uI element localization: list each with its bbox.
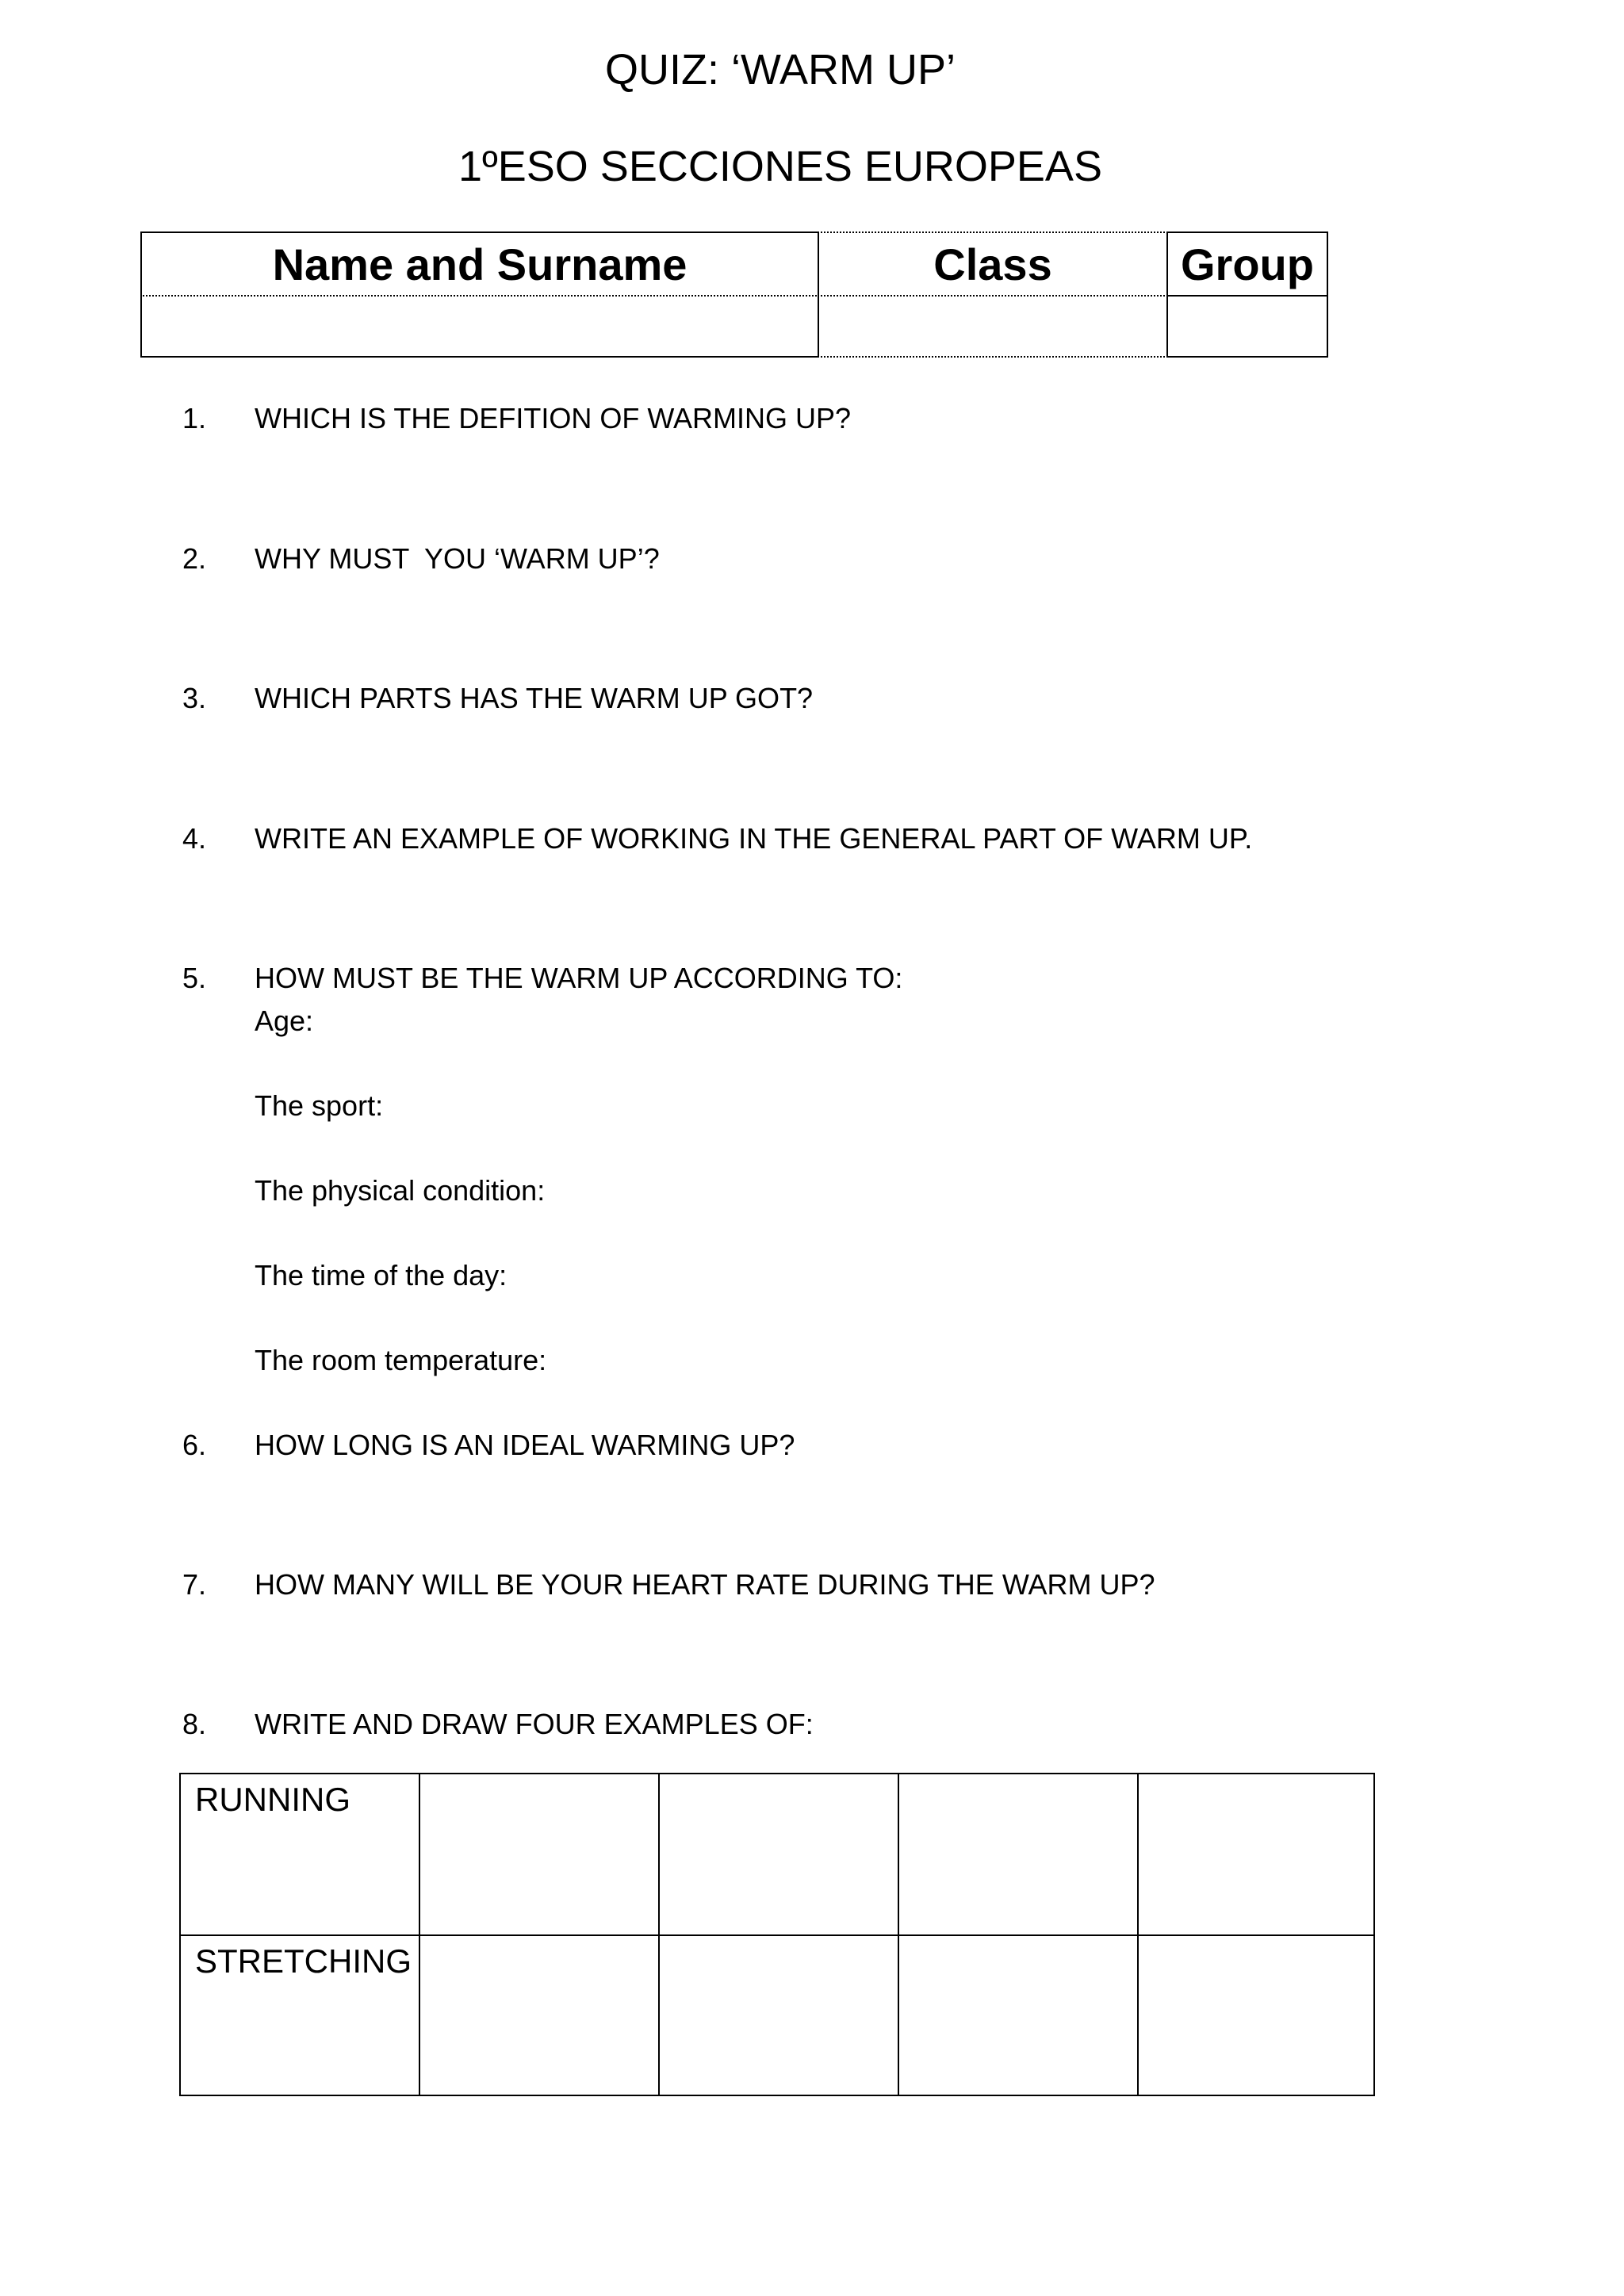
q5-item: The room temperature: xyxy=(255,1344,547,1376)
running-example-cell[interactable] xyxy=(419,1773,660,1936)
row-label-running: RUNNING xyxy=(195,1781,350,1818)
running-label-cell xyxy=(179,1773,420,1936)
question-number: 2. xyxy=(182,542,206,575)
row-label-stretching: STRETCHING xyxy=(195,1942,412,1980)
running-example-cell[interactable] xyxy=(898,1773,1139,1936)
question-text: HOW LONG IS AN IDEAL WARMING UP? xyxy=(255,1429,795,1461)
question-text: WHY MUST YOU ‘WARM UP’? xyxy=(255,542,660,575)
question-number: 6. xyxy=(182,1429,206,1461)
class-header-cell xyxy=(818,232,1168,297)
running-example-cell[interactable] xyxy=(1137,1773,1375,1936)
group-header-cell xyxy=(1166,232,1328,297)
stretching-label-cell xyxy=(179,1934,420,2096)
stretching-example-cell[interactable] xyxy=(658,1934,899,2096)
q5-item: The physical condition: xyxy=(255,1174,546,1207)
question-number: 3. xyxy=(182,682,206,714)
question-text: WHICH PARTS HAS THE WARM UP GOT? xyxy=(255,682,814,714)
name-header-cell xyxy=(140,232,819,297)
q5-item: Age: xyxy=(255,1004,314,1037)
examples-table xyxy=(179,1773,1375,2096)
name-header-label: Name and Surname xyxy=(272,239,688,289)
quiz-subtitle: 1ºESO SECCIONES EUROPEAS xyxy=(458,143,1102,190)
question-text: WRITE AN EXAMPLE OF WORKING IN THE GENERAL PART OF WARM UP. xyxy=(255,822,1253,855)
group-answer-cell[interactable] xyxy=(1166,295,1328,358)
q5-item: The sport: xyxy=(255,1089,384,1122)
question-number: 8. xyxy=(182,1708,206,1740)
class-answer-cell[interactable] xyxy=(818,295,1168,358)
group-header-label: Group xyxy=(1181,239,1314,289)
question-text: WHICH IS THE DEFITION OF WARMING UP? xyxy=(255,402,852,434)
running-example-cell[interactable] xyxy=(658,1773,899,1936)
question-number: 1. xyxy=(182,402,206,434)
question-text: HOW MANY WILL BE YOUR HEART RATE DURING THE WARM UP? xyxy=(255,1568,1155,1601)
quiz-title: QUIZ: ‘WARM UP’ xyxy=(605,46,956,94)
question-text: HOW MUST BE THE WARM UP ACCORDING TO: xyxy=(255,962,903,994)
stretching-example-cell[interactable] xyxy=(419,1934,660,2096)
question-number: 4. xyxy=(182,822,206,855)
question-text: WRITE AND DRAW FOUR EXAMPLES OF: xyxy=(255,1708,814,1740)
class-header-label: Class xyxy=(933,239,1052,289)
question-number: 7. xyxy=(182,1568,206,1601)
name-answer-cell[interactable] xyxy=(140,295,819,358)
q5-item: The time of the day: xyxy=(255,1259,508,1292)
stretching-example-cell[interactable] xyxy=(898,1934,1139,2096)
question-number: 5. xyxy=(182,962,206,994)
stretching-example-cell[interactable] xyxy=(1137,1934,1375,2096)
